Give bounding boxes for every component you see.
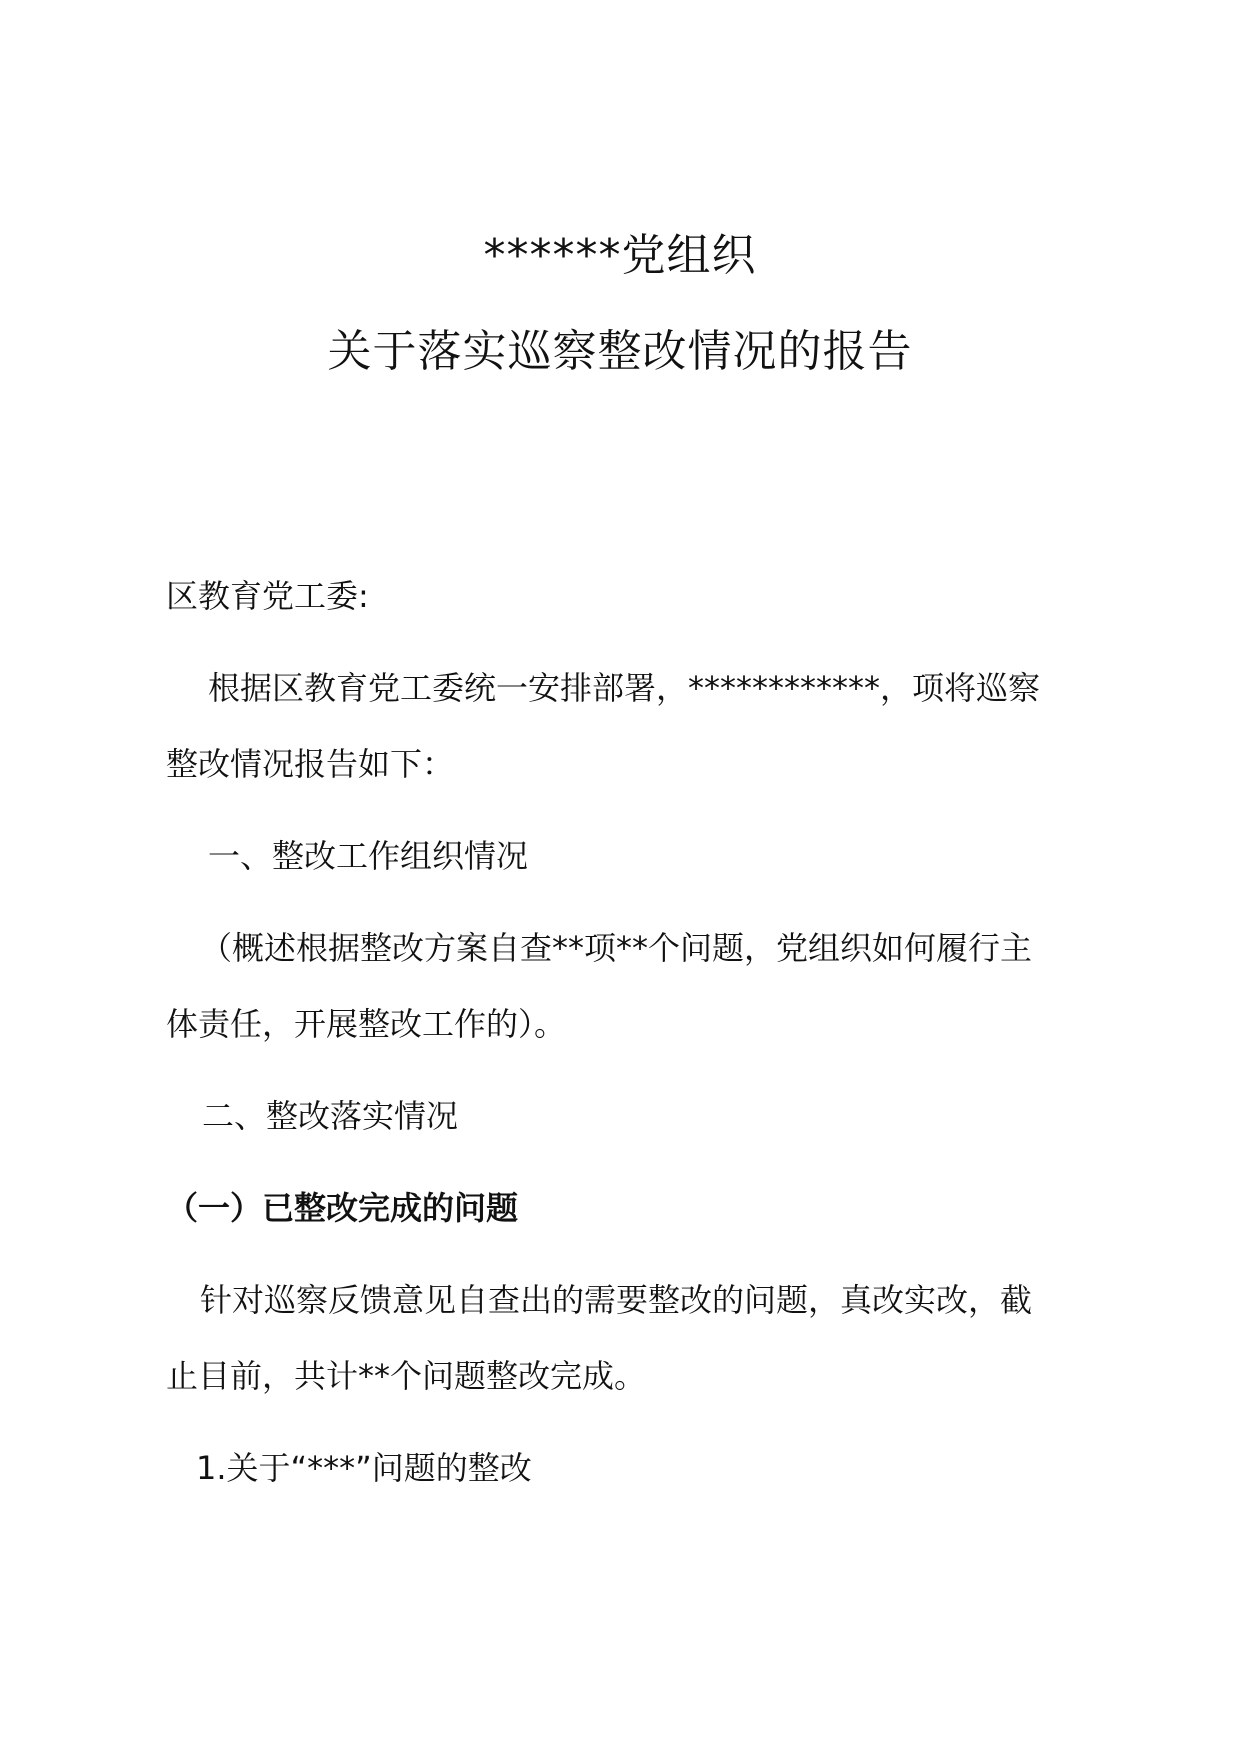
paragraph-3-line-1: 针对巡察反馈意见自查出的需要整改的问题，真改实改，截 (200, 1281, 1033, 1319)
document-title-line-1: ******党组织 (483, 230, 757, 281)
item-1-heading: 1.关于“***”问题的整改 (196, 1449, 532, 1487)
section-1-heading: 一、整改工作组织情况 (208, 837, 529, 875)
subsection-1-heading: （一）已整改完成的问题 (166, 1189, 519, 1227)
paragraph-1-line-1: 根据区教育党工委统一安排部署，************，项将巡察 (208, 669, 1041, 707)
paragraph-2-line-1: （概述根据整改方案自查**项**个问题，党组织如何履行主 (200, 929, 1033, 967)
section-2-heading: 二、整改落实情况 (202, 1097, 459, 1135)
paragraph-1-line-2: 整改情况报告如下： (166, 745, 455, 783)
document-title-line-2: 关于落实巡察整改情况的报告 (327, 326, 913, 377)
paragraph-2-line-2: 体责任，开展整改工作的）。 (166, 1005, 567, 1043)
paragraph-3-line-2: 止目前，共计**个问题整改完成。 (166, 1357, 647, 1395)
salutation: 区教育党工委: (166, 577, 369, 615)
